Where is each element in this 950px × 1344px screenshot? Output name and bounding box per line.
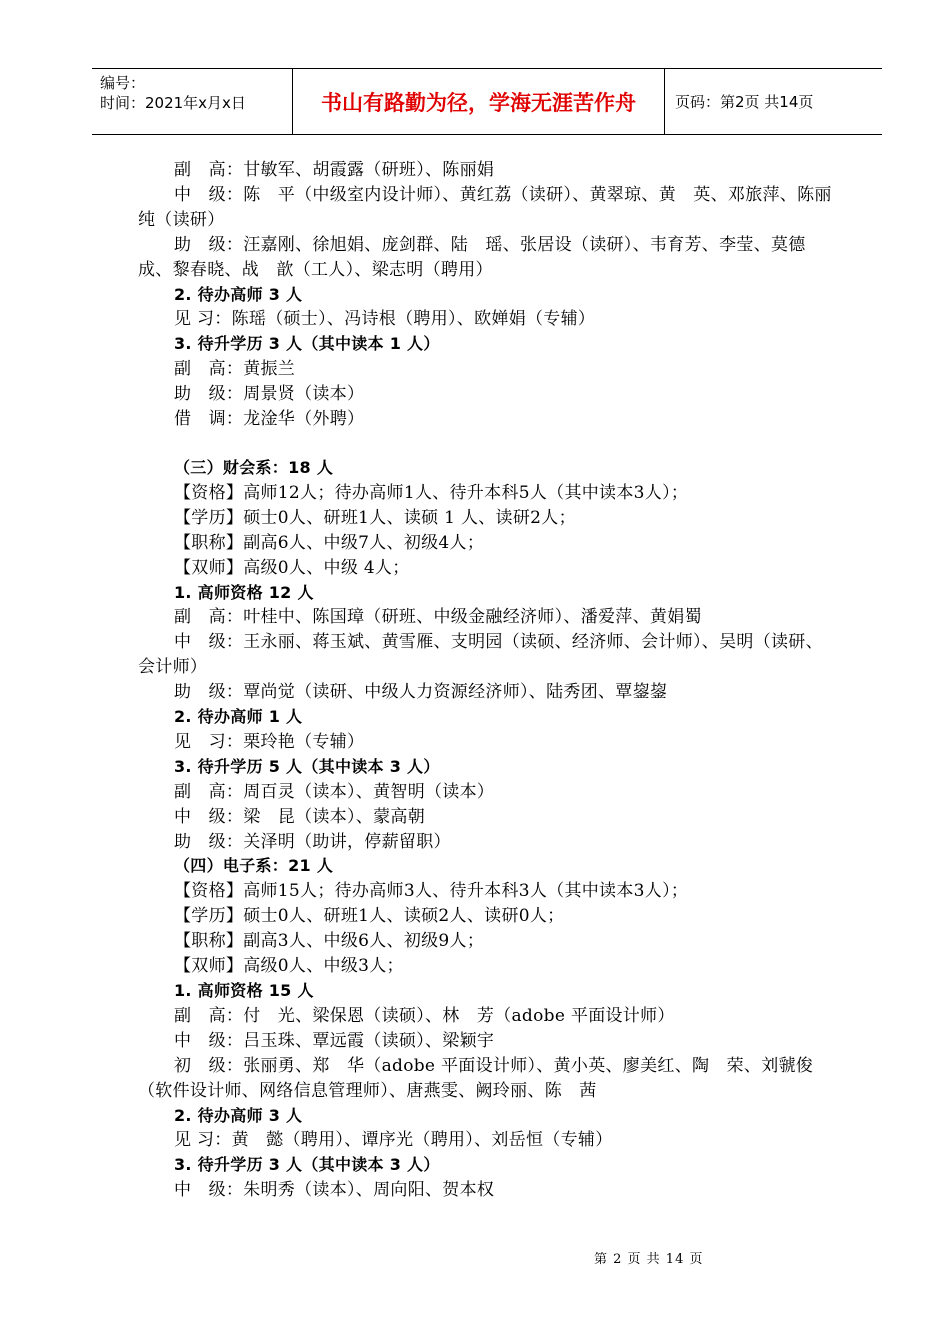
body-line: 借 调：龙淦华（外聘） (174, 409, 365, 430)
body-line: 副 高：叶桂中、陈国璋（研班、中级金融经济师）、潘爱萍、黄娟蜀 (174, 607, 702, 628)
body-line: 【学历】硕士0人、研班1人、读硕 1 人、读研2人； (174, 507, 576, 528)
body-line: 见 习：黄 懿（聘用）、谭序光（聘用）、刘岳恒（专辅） (174, 1130, 613, 1151)
body-line: 中 级：梁 昆（读本）、蒙高朝 (174, 806, 425, 827)
body-line: 助 级：周景贤（读本） (174, 384, 365, 405)
section-heading: 3. 待升学历 5 人（其中读本 3 人） (174, 756, 440, 776)
body-line: 【职称】副高3人、中级6人、初级9人； (174, 931, 485, 952)
section-heading: 3. 待升学历 3 人（其中读本 3 人） (174, 1155, 440, 1175)
body-line: 副 高：付 光、梁保恩（读硕）、林 芳（adobe 平面设计师） (174, 1005, 675, 1026)
body-line: 中 级：朱明秀（读本）、周向阳、贺本权 (174, 1180, 495, 1201)
section-heading: （四）电子系：21 人 (174, 856, 334, 876)
body-line: 【学历】硕士0人、研班1人、读硕2人、读研0人； (174, 906, 565, 927)
date-label: 时间：2021年x月x日 (100, 94, 246, 112)
body-line: 中 级：王永丽、蒋玉斌、黄雪雁、支明园（读硕、经济师、会计师）、吴明（读研、会计师） (138, 632, 823, 678)
header-table (92, 68, 882, 135)
document-body (138, 158, 838, 1203)
section-heading: （三）财会系：18 人 (174, 457, 334, 477)
body-line: 见 习：栗玲艳（专辅） (174, 731, 365, 752)
body-line: 助 级：汪嘉刚、徐旭娟、庞剑群、陆 瑶、张居设（读研）、韦育芳、李莹、莫德成、黎春晓、战 歆（工人）、梁志明（聘用） (138, 234, 806, 280)
body-line: 助 级：关泽明（助讲，停薪留职） (174, 831, 451, 852)
body-line: 【资格】高师12人；待办高师1人、待升本科5人（其中读本3人）； (174, 482, 689, 503)
section-heading: 1. 高师资格 12 人 (174, 582, 314, 602)
body-line: 【双师】高级0人、中级3人； (174, 956, 404, 977)
body-line: 副 高：甘敏军、胡霞露（研班）、陈丽娟 (174, 160, 495, 180)
body-line: 初 级：张丽勇、郑 华（adobe 平面设计师）、黄小英、廖美红、陶 荣、刘虢俊（软件设计师、网络信息管理师）、唐燕雯、阙玲丽、陈 茜 (138, 1055, 814, 1101)
header-left-cell (92, 69, 293, 134)
body-line: 中 级：陈 平（中级室内设计师）、黄红荔（读研）、黄翠琼、黄 英、邓旅萍、陈丽纯（读研） (138, 184, 832, 230)
header-motto: 书山有路勤为径，学海无涯苦作舟 (293, 69, 665, 134)
header-page-number: 页码：第2页 共14页 (675, 93, 814, 111)
serial-number-label: 编号： (100, 74, 146, 92)
body-line: 见 习：陈瑶（硕士）、冯诗根（聘用）、欧婵娟（专辅） (174, 309, 596, 330)
section-heading: 1. 高师资格 15 人 (174, 981, 314, 1000)
section-heading: 3. 待升学历 3 人（其中读本 1 人） (174, 334, 440, 354)
body-line: 中 级：吕玉珠、覃远霞（读硕）、梁颖宇 (174, 1030, 495, 1051)
body-line: 【资格】高师15人；待办高师3人、待升本科3人（其中读本3人）； (174, 881, 689, 902)
body-line: 【双师】高级0人、中级 4人； (174, 557, 410, 578)
body-line: 【职称】副高6人、中级7人、初级4人； (174, 532, 485, 553)
section-heading: 2. 待办高师 3 人 (174, 1105, 303, 1125)
blank-line (138, 432, 838, 456)
section-heading: 2. 待办高师 3 人 (174, 284, 303, 304)
body-line: 副 高：周百灵（读本）、黄智明（读本） (174, 781, 495, 802)
section-heading: 2. 待办高师 1 人 (174, 707, 303, 727)
page-footer: 第 2 页 共 14 页 (594, 1252, 704, 1267)
body-line: 助 级：覃尚觉（读研、中级人力资源经济师）、陆秀团、覃鋆鋆 (174, 682, 668, 703)
body-line: 副 高：黄振兰 (174, 359, 296, 380)
